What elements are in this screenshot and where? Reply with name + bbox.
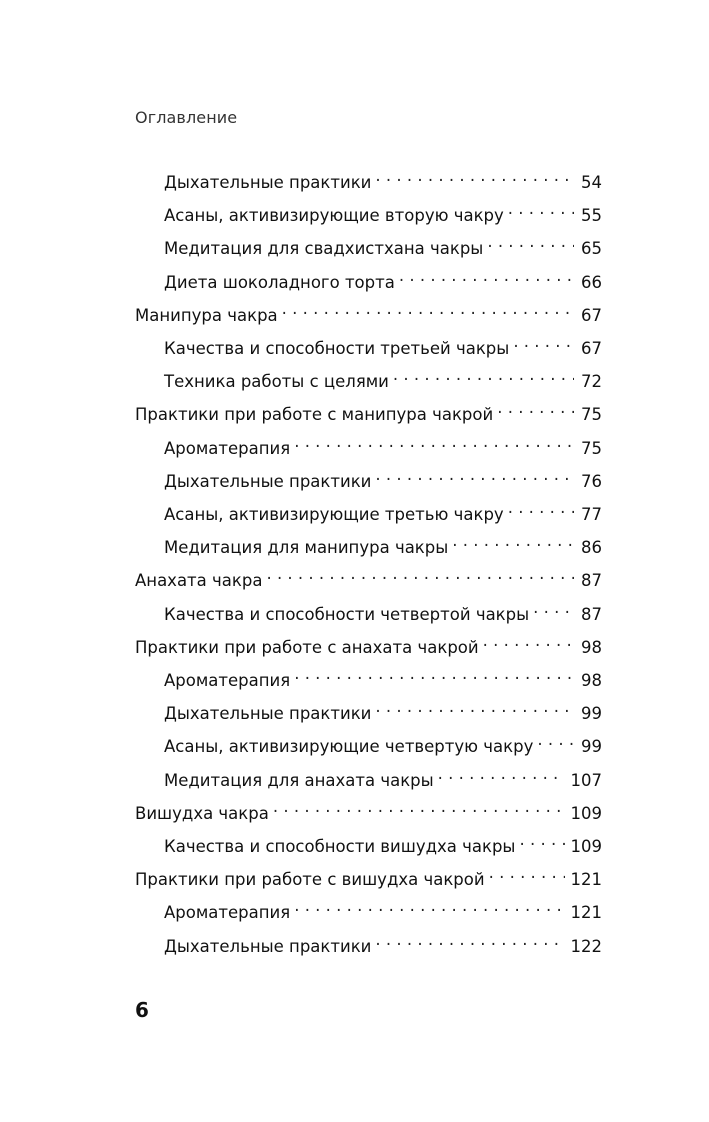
toc-entry-page: 55 — [581, 206, 602, 225]
toc-entry-title: Асаны, активизирующие третью чакру — [164, 505, 504, 524]
toc-section-entry — [135, 562, 602, 590]
toc-entry-title: Медитация для анахата чакры — [164, 771, 434, 790]
toc-entry-page: 72 — [581, 372, 602, 391]
toc-entry-page: 99 — [581, 737, 602, 756]
toc-entry-title: Ароматерапия — [164, 439, 291, 458]
dot-leader — [537, 728, 574, 752]
dot-leader — [497, 396, 574, 420]
dot-leader — [375, 695, 574, 719]
dot-leader — [294, 894, 564, 918]
toc-entry-page: 54 — [581, 173, 602, 192]
dot-leader — [294, 662, 574, 686]
toc-entry-page: 109 — [570, 837, 602, 856]
toc-entry-page: 67 — [581, 306, 602, 325]
toc-entry-title: Качества и способности четвертой чакры — [164, 605, 530, 624]
toc-subsection-entry — [164, 330, 602, 358]
toc-entry-page: 99 — [581, 704, 602, 723]
toc-subsection-entry — [164, 828, 602, 856]
toc-entry-page: 87 — [581, 571, 602, 590]
toc-entry-page: 76 — [581, 472, 602, 491]
toc-section-entry — [135, 629, 602, 657]
toc-entry-title: Медитация для манипура чакры — [164, 538, 449, 557]
dot-leader — [452, 529, 574, 553]
toc-entry-title: Практики при работе с анахата чакрой — [135, 638, 479, 657]
toc-subsection-entry — [164, 496, 602, 524]
toc-entry-page: 109 — [570, 804, 602, 823]
page-number: 6 — [135, 998, 149, 1022]
toc-entry-title: Дыхательные практики — [164, 937, 372, 956]
running-head: Оглавление — [135, 108, 238, 127]
toc-entry-title: Практики при работе с вишудха чакрой — [135, 870, 485, 889]
toc-subsection-entry — [164, 762, 602, 790]
dot-leader — [438, 762, 565, 786]
dot-leader — [399, 264, 574, 288]
dot-leader — [375, 463, 574, 487]
toc-entry-title: Ароматерапия — [164, 903, 291, 922]
toc-entry-page: 75 — [581, 439, 602, 458]
dot-leader — [487, 230, 574, 254]
toc-subsection-entry — [164, 596, 602, 624]
toc-entry-page: 86 — [581, 538, 602, 557]
toc-entry-title: Ароматерапия — [164, 671, 291, 690]
dot-leader — [483, 629, 574, 653]
toc-entry-page: 67 — [581, 339, 602, 358]
toc-entry-title: Вишудха чакра — [135, 804, 269, 823]
toc-subsection-entry — [164, 430, 602, 458]
toc-entry-page: 87 — [581, 605, 602, 624]
toc-entry-title: Манипура чакра — [135, 306, 278, 325]
toc-subsection-entry — [164, 529, 602, 557]
toc-entry-page: 107 — [570, 771, 602, 790]
dot-leader — [519, 828, 564, 852]
toc-entry-page: 98 — [581, 671, 602, 690]
toc-entry-title: Диета шоколадного торта — [164, 273, 395, 292]
toc-section-entry — [135, 396, 602, 424]
toc-entry-title: Техника работы с целями — [164, 372, 389, 391]
toc-entry-title: Асаны, активизирующие четвертую чакру — [164, 737, 534, 756]
toc-section-entry — [135, 795, 602, 823]
dot-leader — [489, 861, 565, 885]
toc-subsection-entry — [164, 695, 602, 723]
toc-entry-page: 66 — [581, 273, 602, 292]
toc-subsection-entry — [164, 728, 602, 756]
toc-entry-title: Дыхательные практики — [164, 704, 372, 723]
toc-entry-title: Качества и способности вишудха чакры — [164, 837, 516, 856]
toc-entry-page: 98 — [581, 638, 602, 657]
dot-leader — [294, 430, 574, 454]
dot-leader — [375, 928, 564, 952]
dot-leader — [375, 164, 574, 188]
toc-subsection-entry — [164, 264, 602, 292]
dot-leader — [393, 363, 574, 387]
toc-section-entry — [135, 297, 602, 325]
toc-entry-title: Практики при работе с манипура чакрой — [135, 405, 494, 424]
toc-subsection-entry — [164, 197, 602, 225]
dot-leader — [508, 496, 574, 520]
toc-entry-title: Асаны, активизирующие вторую чакру — [164, 206, 504, 225]
toc-subsection-entry — [164, 164, 602, 192]
toc-entry-title: Дыхательные практики — [164, 173, 372, 192]
dot-leader — [513, 330, 574, 354]
toc-entry-page: 121 — [570, 870, 602, 889]
dot-leader — [273, 795, 565, 819]
toc-subsection-entry — [164, 928, 602, 956]
toc-entry-title: Дыхательные практики — [164, 472, 372, 491]
toc-subsection-entry — [164, 662, 602, 690]
toc-entry-page: 75 — [581, 405, 602, 424]
toc-subsection-entry — [164, 230, 602, 258]
dot-leader — [282, 297, 574, 321]
dot-leader — [266, 562, 574, 586]
toc-entry-title: Анахата чакра — [135, 571, 263, 590]
toc-entry-page: 121 — [570, 903, 602, 922]
toc-entry-title: Качества и способности третьей чакры — [164, 339, 510, 358]
toc-entry-page: 65 — [581, 239, 602, 258]
toc-entry-page: 77 — [581, 505, 602, 524]
toc-subsection-entry — [164, 463, 602, 491]
dot-leader — [508, 197, 574, 221]
toc-entry-title: Медитация для свадхистхана чакры — [164, 239, 484, 258]
toc-subsection-entry — [164, 363, 602, 391]
toc-entry-page: 122 — [570, 937, 602, 956]
dot-leader — [533, 596, 574, 620]
toc-section-entry — [135, 861, 602, 889]
toc-subsection-entry — [164, 894, 602, 922]
